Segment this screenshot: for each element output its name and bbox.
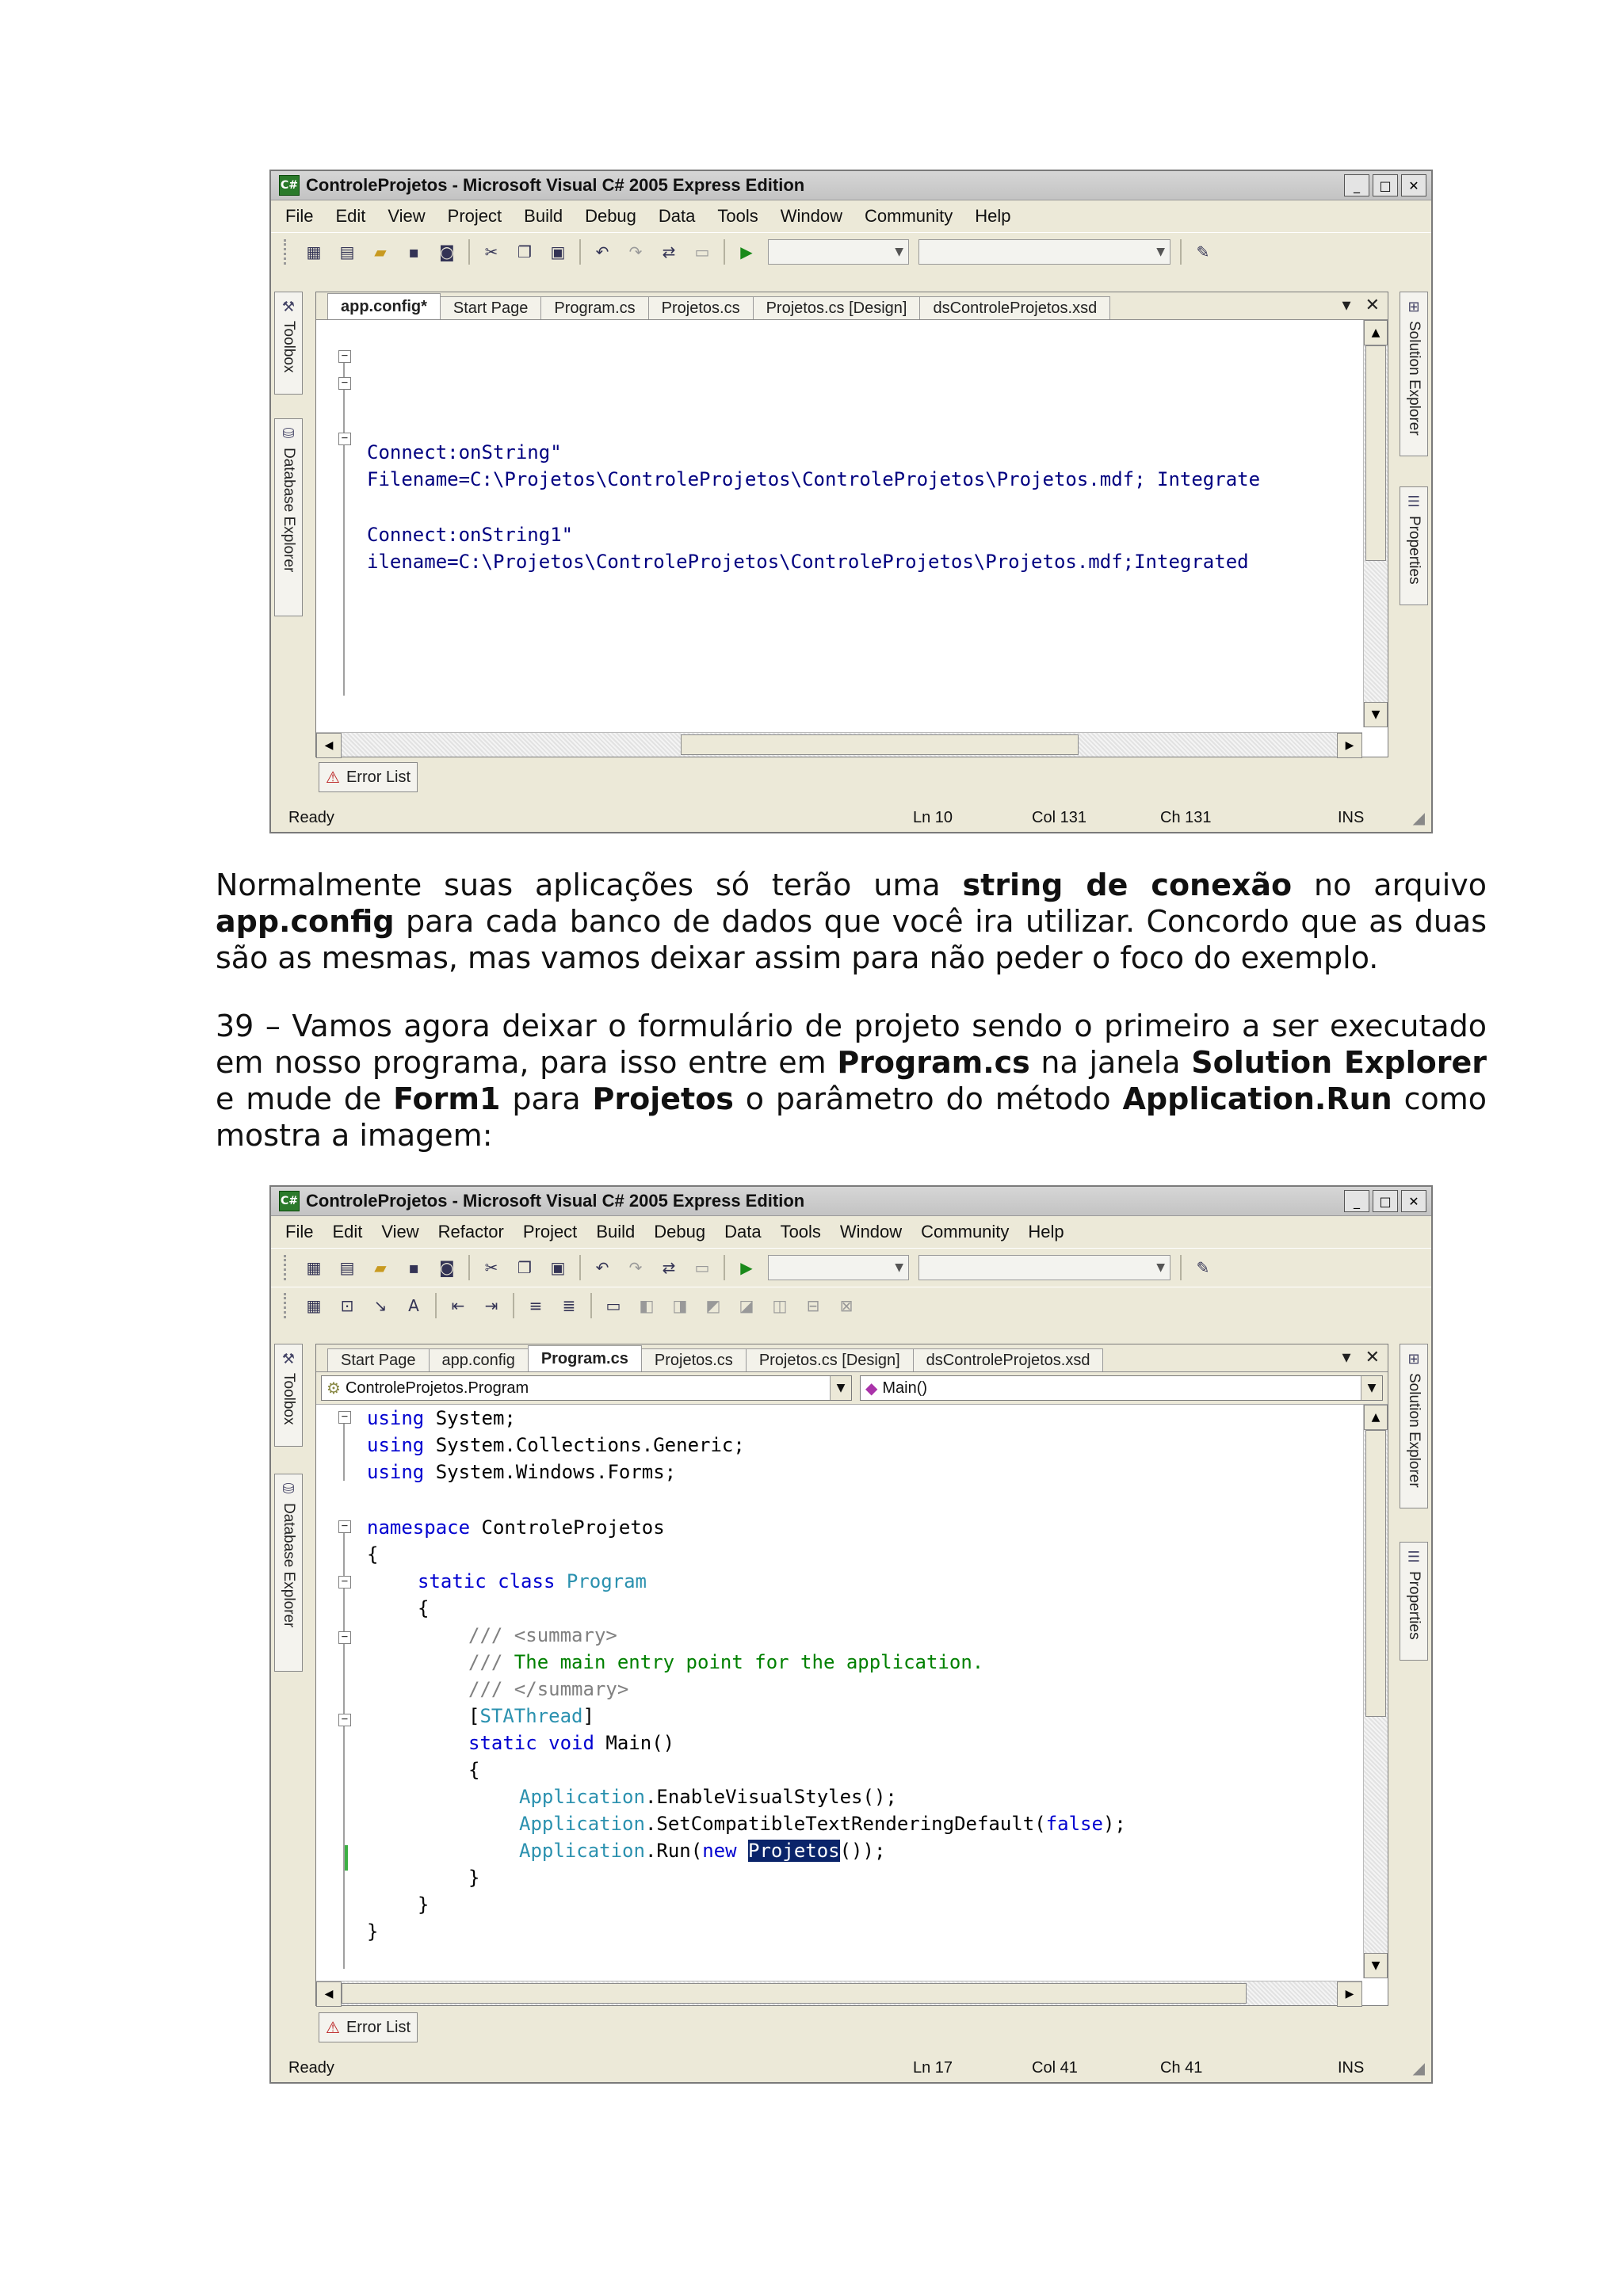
chevron-down-icon[interactable]: ▼ bbox=[1361, 1376, 1382, 1400]
toolbar-grip[interactable] bbox=[284, 1293, 292, 1318]
scroll-up-icon[interactable]: ▲ bbox=[1364, 1405, 1388, 1430]
bookmark-icon[interactable]: ▭ bbox=[605, 1296, 621, 1315]
copy-icon[interactable]: ❐ bbox=[517, 242, 532, 261]
database-explorer-tab[interactable]: ⛁ Database Explorer bbox=[274, 1474, 303, 1672]
code-line: using System.Windows.Forms; bbox=[367, 1461, 677, 1483]
start-debug-icon[interactable]: ▶ bbox=[740, 242, 753, 261]
navigation-bar bbox=[316, 1372, 1388, 1405]
toolbar-grip[interactable] bbox=[284, 1255, 292, 1280]
save-icon[interactable]: ▪ bbox=[408, 242, 419, 261]
tab-list-dropdown-icon[interactable]: ▾ bbox=[1342, 1348, 1351, 1367]
code-line: /// </summary> bbox=[468, 1678, 629, 1700]
title-bar bbox=[271, 1187, 1431, 1216]
comment-icon[interactable]: ≡ bbox=[529, 1296, 543, 1315]
indent-icon[interactable]: ⇥ bbox=[484, 1296, 498, 1315]
menu-file[interactable]: File bbox=[285, 206, 314, 226]
code-line: { bbox=[418, 1597, 430, 1619]
menu-view[interactable]: View bbox=[381, 1222, 419, 1241]
parameter-info-icon[interactable]: ⊡ bbox=[340, 1296, 354, 1315]
hscroll-thumb[interactable] bbox=[342, 1983, 1247, 2004]
code-line: Connect:onString" bbox=[367, 441, 562, 463]
status-line: Ln 10 bbox=[913, 808, 953, 826]
status-ready: Ready bbox=[288, 2058, 334, 2077]
code-line: Application.EnableVisualStyles(); bbox=[519, 1786, 897, 1808]
save-icon[interactable]: ▪ bbox=[408, 1258, 419, 1277]
menu-build[interactable]: Build bbox=[596, 1222, 636, 1241]
status-column: Col 41 bbox=[1032, 2058, 1078, 2077]
paragraph-connection-string: Normalmente suas aplicações só terão uma string de conexão no arquivo app.config para cada banco de dados que você ira utilizar. Concordo que as duas são as mesmas, mas vamos deixar assim para não peder o foco do exemplo. bbox=[216, 868, 1487, 975]
code-line: Application.SetCompatibleTextRenderingDefault(false); bbox=[519, 1813, 1126, 1835]
code-line: /// The main entry point for the application. bbox=[468, 1651, 984, 1673]
class-icon: ⚙ bbox=[327, 1379, 341, 1398]
solution-explorer-icon: ⊞ bbox=[1407, 298, 1420, 315]
horizontal-scrollbar[interactable] bbox=[316, 1981, 1362, 2005]
app-icon: C# bbox=[279, 1191, 300, 1211]
output-icon[interactable]: ▭ bbox=[694, 1258, 710, 1277]
status-ready: Ready bbox=[288, 808, 334, 826]
toolbox-tab[interactable]: ⚒ Toolbox bbox=[274, 292, 303, 395]
next-bookmark-folder-icon[interactable]: ◪ bbox=[739, 1296, 754, 1315]
database-explorer-icon: ⛁ bbox=[282, 425, 295, 442]
code-area[interactable]: − − − − − using System; using System.Collections.Generic; using System.Windows.Forms; namespace ControleProjetos { static class Program { /// <summary> /// The main entry point for the application. /// </summary> [STAThread] static void Main() { Application.EnableVisualStyles(); Application.SetCompatibleTextRenderingDefault(false); Application.Run(new Projetos()); } } } bbox=[316, 1405, 1362, 1978]
next-bookmark-doc-icon[interactable]: ⊟ bbox=[806, 1296, 820, 1315]
database-explorer-tab[interactable]: ⛁ Database Explorer bbox=[274, 418, 303, 616]
object-members-icon[interactable]: ▦ bbox=[306, 1296, 322, 1315]
status-bar bbox=[271, 2054, 1431, 2082]
status-insert-mode: INS bbox=[1338, 808, 1365, 826]
menu-file[interactable]: File bbox=[285, 1222, 314, 1241]
paragraph-step-39: 39 – Vamos agora deixar o formulário de projeto sendo o primeiro a ser executado em nosso programa, para isso entre em Program.cs na janela Solution Explorer e mude de Form1 para Projetos o parâmetro do método Application.Run como mostra a imagem: bbox=[216, 1009, 1487, 1153]
close-icon[interactable]: ✕ bbox=[1401, 1190, 1426, 1212]
menu-help[interactable]: Help bbox=[975, 206, 1011, 226]
vs-window-appconfig bbox=[269, 170, 1433, 833]
close-document-icon[interactable]: ✕ bbox=[1365, 296, 1380, 315]
code-editor bbox=[315, 1344, 1388, 2006]
configuration-combo[interactable]: ▼ bbox=[768, 239, 909, 265]
menu-community[interactable]: Community bbox=[921, 1222, 1010, 1241]
menu-data[interactable]: Data bbox=[658, 206, 696, 226]
tab-program-cs[interactable]: Program.cs bbox=[528, 1345, 642, 1371]
title-bar bbox=[271, 171, 1431, 200]
scroll-down-icon[interactable]: ▼ bbox=[1364, 702, 1388, 727]
menu-window[interactable]: Window bbox=[839, 1222, 903, 1241]
scroll-left-icon[interactable]: ◀ bbox=[316, 1981, 342, 2007]
undo-icon[interactable]: ↶ bbox=[595, 1258, 609, 1277]
code-line: { bbox=[367, 1543, 379, 1566]
error-list-icon: ⚠ bbox=[326, 769, 340, 787]
status-insert-mode: INS bbox=[1338, 2058, 1365, 2077]
vertical-scrollbar[interactable] bbox=[1363, 320, 1388, 727]
selected-text: Projetos bbox=[748, 1840, 840, 1862]
scroll-right-icon[interactable]: ▶ bbox=[1337, 733, 1362, 758]
next-bookmark-icon[interactable]: ◨ bbox=[672, 1296, 688, 1315]
menu-help[interactable]: Help bbox=[1028, 1222, 1064, 1241]
open-icon[interactable]: ▰ bbox=[374, 1258, 387, 1277]
resize-grip-icon[interactable]: ◢ bbox=[1412, 2059, 1425, 2077]
tab-projetos-design[interactable]: Projetos.cs [Design] bbox=[753, 296, 921, 319]
code-line: [STAThread] bbox=[468, 1705, 594, 1727]
document-tabs bbox=[316, 292, 1388, 320]
start-debug-icon[interactable]: ▶ bbox=[740, 1258, 753, 1277]
code-line: static void Main() bbox=[468, 1732, 675, 1754]
new-project-icon[interactable]: ▦ bbox=[306, 242, 322, 261]
solution-explorer-tab[interactable]: ⊞ Solution Explorer bbox=[1400, 292, 1428, 456]
menu-project[interactable]: Project bbox=[522, 1222, 578, 1241]
menu-community[interactable]: Community bbox=[865, 206, 953, 226]
outdent-icon[interactable]: ⇤ bbox=[451, 1296, 465, 1315]
properties-icon: ☰ bbox=[1407, 493, 1421, 510]
vs-window-program bbox=[269, 1185, 1433, 2084]
configuration-combo[interactable]: ▼ bbox=[768, 1255, 909, 1280]
tab-start-page[interactable]: Start Page bbox=[440, 296, 542, 319]
tab-projetos-cs[interactable]: Projetos.cs bbox=[641, 1348, 747, 1371]
code-line: } bbox=[468, 1867, 480, 1889]
menu-window[interactable]: Window bbox=[780, 206, 843, 226]
status-column: Col 131 bbox=[1032, 808, 1086, 826]
toolbox-tab[interactable]: ⚒ Toolbox bbox=[274, 1344, 303, 1447]
menu-debug[interactable]: Debug bbox=[654, 1222, 706, 1241]
hscroll-thumb[interactable] bbox=[681, 734, 1079, 755]
code-line: using System; bbox=[367, 1407, 516, 1429]
redo-icon[interactable]: ↷ bbox=[628, 242, 643, 261]
menu-edit[interactable]: Edit bbox=[332, 1222, 363, 1241]
code-line-application-run: Application.Run(new Projetos()); bbox=[519, 1840, 886, 1862]
scroll-left-icon[interactable]: ◀ bbox=[316, 733, 342, 758]
solution-explorer-icon: ⊞ bbox=[1407, 1350, 1420, 1367]
window-title: ControleProjetos - Microsoft Visual C# 2005 Express Edition bbox=[306, 1191, 805, 1211]
code-line: { bbox=[468, 1759, 480, 1781]
cut-icon[interactable]: ✂ bbox=[484, 1258, 498, 1277]
close-document-icon[interactable]: ✕ bbox=[1365, 1348, 1380, 1367]
prev-bookmark-icon[interactable]: ◧ bbox=[639, 1296, 655, 1315]
save-all-icon[interactable]: ◙ bbox=[439, 242, 455, 261]
tab-app-config[interactable]: app.config* bbox=[327, 293, 441, 319]
menu-project[interactable]: Project bbox=[447, 206, 502, 226]
find-icon[interactable]: ✎ bbox=[1196, 1258, 1210, 1277]
copy-icon[interactable]: ❐ bbox=[517, 1258, 532, 1277]
toolbar-grip[interactable] bbox=[284, 239, 292, 265]
scroll-up-icon[interactable]: ▲ bbox=[1364, 320, 1388, 345]
word-complete-icon[interactable]: A bbox=[408, 1296, 419, 1315]
menu-bar bbox=[271, 200, 1431, 232]
types-dropdown[interactable]: ⚙ ControleProjetos.Program ▼ bbox=[321, 1375, 852, 1401]
redo-icon[interactable]: ↷ bbox=[628, 1258, 643, 1277]
menu-data[interactable]: Data bbox=[724, 1222, 762, 1241]
cut-icon[interactable]: ✂ bbox=[484, 242, 498, 261]
scroll-thumb[interactable] bbox=[1365, 345, 1386, 561]
code-line: Filename=C:\Projetos\ControleProjetos\ControleProjetos\Projetos.mdf; Integrate bbox=[367, 468, 1261, 490]
tab-projetos-design[interactable]: Projetos.cs [Design] bbox=[746, 1348, 914, 1371]
code-line: Connect:onString1" bbox=[367, 524, 574, 546]
scroll-right-icon[interactable]: ▶ bbox=[1337, 1981, 1362, 2007]
tab-projetos-cs[interactable]: Projetos.cs bbox=[648, 296, 754, 319]
scroll-down-icon[interactable]: ▼ bbox=[1364, 1953, 1388, 1978]
platform-combo[interactable]: ▼ bbox=[918, 239, 1170, 265]
document-tabs bbox=[316, 1344, 1388, 1372]
properties-tab[interactable]: ☰ Properties bbox=[1400, 1542, 1428, 1661]
code-line: /// <summary> bbox=[468, 1624, 617, 1646]
maximize-icon[interactable]: □ bbox=[1373, 174, 1398, 196]
save-all-icon[interactable]: ◙ bbox=[439, 1258, 455, 1277]
maximize-icon[interactable]: □ bbox=[1373, 1190, 1398, 1212]
quick-info-icon[interactable]: ↘ bbox=[373, 1296, 388, 1315]
vertical-scrollbar[interactable] bbox=[1363, 1405, 1388, 1978]
members-dropdown[interactable]: ◆ Main() ▼ bbox=[860, 1375, 1383, 1401]
minimize-icon[interactable]: _ bbox=[1344, 174, 1369, 196]
tab-start-page[interactable]: Start Page bbox=[327, 1348, 430, 1371]
platform-combo[interactable]: ▼ bbox=[918, 1255, 1170, 1280]
navigate-icon[interactable]: ⇄ bbox=[662, 242, 676, 261]
properties-icon: ☰ bbox=[1407, 1548, 1421, 1566]
tab-dataset-xsd[interactable]: dsControleProjetos.xsd bbox=[913, 1348, 1104, 1371]
add-item-icon[interactable]: ▤ bbox=[339, 242, 355, 261]
prev-bookmark-doc-icon[interactable]: ◫ bbox=[772, 1296, 788, 1315]
resize-grip-icon[interactable]: ◢ bbox=[1412, 809, 1425, 827]
output-icon[interactable]: ▭ bbox=[694, 242, 710, 261]
tab-app-config[interactable]: app.config bbox=[429, 1348, 529, 1371]
new-project-icon[interactable]: ▦ bbox=[306, 1258, 322, 1277]
open-icon[interactable]: ▰ bbox=[374, 242, 387, 261]
code-line: } bbox=[367, 1920, 379, 1943]
menu-bar bbox=[271, 1216, 1431, 1248]
tab-program-cs[interactable]: Program.cs bbox=[540, 296, 648, 319]
status-line: Ln 17 bbox=[913, 2058, 953, 2077]
navigate-icon[interactable]: ⇄ bbox=[662, 1258, 676, 1277]
clear-bookmarks-icon[interactable]: ⊠ bbox=[839, 1296, 854, 1315]
toolbox-icon: ⚒ bbox=[281, 298, 296, 315]
horizontal-scrollbar[interactable] bbox=[316, 732, 1362, 757]
find-icon[interactable]: ✎ bbox=[1196, 242, 1210, 261]
uncomment-icon[interactable]: ≣ bbox=[562, 1296, 576, 1315]
error-list-icon: ⚠ bbox=[326, 2019, 340, 2037]
code-line: static class Program bbox=[418, 1570, 647, 1592]
menu-tools[interactable]: Tools bbox=[717, 206, 758, 226]
menu-edit[interactable]: Edit bbox=[335, 206, 366, 226]
menu-refactor[interactable]: Refactor bbox=[437, 1222, 504, 1241]
scroll-thumb[interactable] bbox=[1365, 1430, 1386, 1717]
code-editor bbox=[315, 292, 1388, 757]
status-bar bbox=[271, 803, 1431, 832]
undo-icon[interactable]: ↶ bbox=[595, 242, 609, 261]
error-list-tab[interactable]: ⚠ Error List bbox=[319, 2012, 418, 2042]
add-item-icon[interactable]: ▤ bbox=[339, 1258, 355, 1277]
window-title: ControleProjetos - Microsoft Visual C# 2005 Express Edition bbox=[306, 175, 805, 195]
toolbox-icon: ⚒ bbox=[281, 1350, 296, 1367]
code-line: namespace ControleProjetos bbox=[367, 1516, 665, 1539]
text-editor-toolbar bbox=[271, 1287, 1431, 1324]
code-line: ilename=C:\Projetos\ControleProjetos\ControleProjetos\Projetos.mdf;Integrated bbox=[367, 551, 1249, 573]
prev-bookmark-folder-icon[interactable]: ◩ bbox=[705, 1296, 721, 1315]
app-icon: C# bbox=[279, 175, 300, 196]
solution-explorer-tab[interactable]: ⊞ Solution Explorer bbox=[1400, 1344, 1428, 1508]
code-area[interactable]: − − − Connect:onString" Filename=C:\Projetos\ControleProjetos\ControleProjetos\Projetos.mdf; Integrate Connect:onString1" ilename=C:\Projetos\ControleProjetos\ControleProjetos\Projetos.mdf;Integrated bbox=[316, 320, 1362, 727]
standard-toolbar bbox=[271, 232, 1431, 271]
code-line: } bbox=[418, 1894, 430, 1916]
database-explorer-icon: ⛁ bbox=[282, 1480, 295, 1497]
status-char: Ch 41 bbox=[1160, 2058, 1203, 2077]
error-list-tab[interactable]: ⚠ Error List bbox=[319, 762, 418, 792]
minimize-icon[interactable]: _ bbox=[1344, 1190, 1369, 1212]
changed-line-marker bbox=[345, 1845, 348, 1871]
menu-view[interactable]: View bbox=[388, 206, 426, 226]
menu-tools[interactable]: Tools bbox=[780, 1222, 821, 1241]
paste-icon[interactable]: ▣ bbox=[550, 242, 566, 261]
tab-list-dropdown-icon[interactable]: ▾ bbox=[1342, 296, 1351, 315]
status-char: Ch 131 bbox=[1160, 808, 1212, 826]
code-line: using System.Collections.Generic; bbox=[367, 1434, 745, 1456]
method-icon: ◆ bbox=[865, 1379, 878, 1398]
chevron-down-icon[interactable]: ▼ bbox=[830, 1376, 851, 1400]
standard-toolbar bbox=[271, 1248, 1431, 1287]
properties-tab[interactable]: ☰ Properties bbox=[1400, 486, 1428, 605]
tab-dataset-xsd[interactable]: dsControleProjetos.xsd bbox=[919, 296, 1110, 319]
paste-icon[interactable]: ▣ bbox=[550, 1258, 566, 1277]
menu-debug[interactable]: Debug bbox=[585, 206, 636, 226]
close-icon[interactable]: ✕ bbox=[1401, 174, 1426, 196]
menu-build[interactable]: Build bbox=[524, 206, 563, 226]
